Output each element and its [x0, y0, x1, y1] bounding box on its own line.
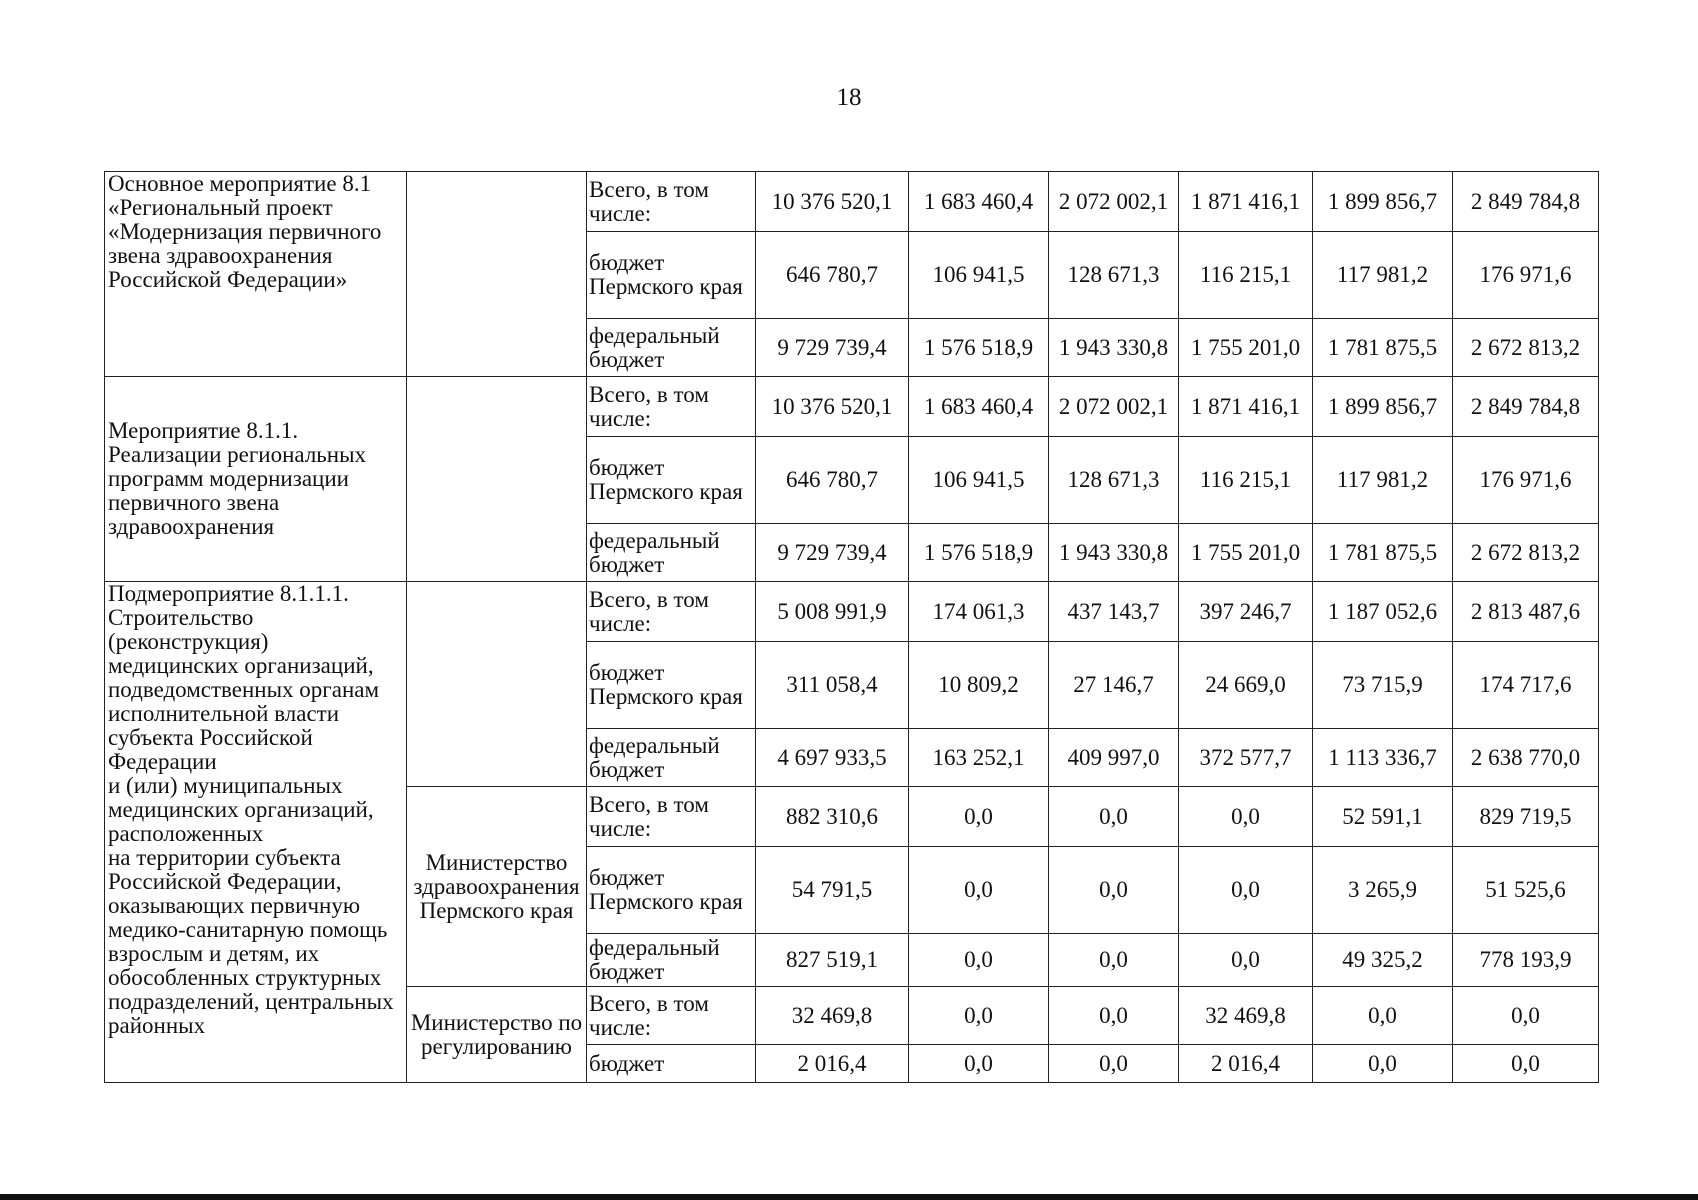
value-year: 0,0 [1179, 847, 1313, 934]
value-year: 778 193,9 [1453, 934, 1599, 987]
value-year: 0,0 [1313, 987, 1453, 1045]
scan-edge [0, 1194, 1698, 1200]
value-year: 1 576 518,9 [909, 524, 1049, 582]
value-year: 2 016,4 [1179, 1045, 1313, 1083]
value-year: 1 943 330,8 [1049, 319, 1179, 377]
activity-name-cell [105, 172, 407, 377]
value-total: 9 729 739,4 [756, 524, 909, 582]
executor-cell [407, 377, 587, 582]
value-year: 52 591,1 [1313, 787, 1453, 847]
value-year: 128 671,3 [1049, 437, 1179, 524]
activity-name-cell [105, 582, 407, 1083]
value-year: 176 971,6 [1453, 437, 1599, 524]
funding-source: бюджет Пермского края [587, 232, 756, 319]
value-year: 51 525,6 [1453, 847, 1599, 934]
value-year: 437 143,7 [1049, 582, 1179, 642]
table-row [105, 377, 1599, 437]
value-year: 0,0 [1179, 787, 1313, 847]
value-year: 1 781 875,5 [1313, 524, 1453, 582]
value-total: 54 791,5 [756, 847, 909, 934]
value-total: 9 729 739,4 [756, 319, 909, 377]
value-total: 827 519,1 [756, 934, 909, 987]
value-year: 0,0 [909, 987, 1049, 1045]
value-total: 646 780,7 [756, 437, 909, 524]
value-total: 5 008 991,9 [756, 582, 909, 642]
value-year: 1 871 416,1 [1179, 377, 1313, 437]
value-year: 174 061,3 [909, 582, 1049, 642]
funding-source: Всего, в том числе: [587, 582, 756, 642]
executor-name: Министерство здравоохранения Пермского края [413, 849, 580, 923]
activity-name: Мероприятие 8.1.1. Реализации региональных программ модернизации первичного звена здравоохранения [108, 418, 367, 539]
value-year: 3 265,9 [1313, 847, 1453, 934]
value-year: 1 187 052,6 [1313, 582, 1453, 642]
funding-source: бюджет [587, 1045, 756, 1083]
value-year: 2 849 784,8 [1453, 377, 1599, 437]
value-year: 2 072 002,1 [1049, 172, 1179, 232]
value-year: 1 943 330,8 [1049, 524, 1179, 582]
table-row [105, 172, 1599, 232]
value-year: 0,0 [1453, 1045, 1599, 1083]
funding-source: бюджет Пермского края [587, 437, 756, 524]
value-year: 73 715,9 [1313, 642, 1453, 729]
value-year: 1 899 856,7 [1313, 172, 1453, 232]
value-total: 2 016,4 [756, 1045, 909, 1083]
executor-cell [407, 987, 587, 1083]
value-year: 176 971,6 [1453, 232, 1599, 319]
executor-name: Министерство по регулированию [410, 1009, 583, 1059]
activity-name: Подмероприятие 8.1.1.1. Строительство (реконструкция) медицинских организаций, подведомственных органам исполнительной власти субъекта Российской Федерации и (или) муниципальных медицинских организаций, расположенных на территории субъекта Российской Федерации, оказывающих первичную медико-санитарную помощь взрослым и детям, их обособленных структурных подразделений, центральных районных [108, 581, 394, 1038]
value-total: 882 310,6 [756, 787, 909, 847]
value-year: 116 215,1 [1179, 232, 1313, 319]
value-year: 2 849 784,8 [1453, 172, 1599, 232]
table-row [105, 582, 1599, 642]
value-total: 10 376 520,1 [756, 377, 909, 437]
value-year: 1 871 416,1 [1179, 172, 1313, 232]
value-year: 24 669,0 [1179, 642, 1313, 729]
value-total: 10 376 520,1 [756, 172, 909, 232]
value-year: 0,0 [909, 787, 1049, 847]
value-year: 2 072 002,1 [1049, 377, 1179, 437]
value-year: 0,0 [909, 1045, 1049, 1083]
funding-source: Всего, в том числе: [587, 987, 756, 1045]
activity-name-cell [105, 377, 407, 582]
value-year: 0,0 [909, 934, 1049, 987]
funding-source: бюджет Пермского края [587, 847, 756, 934]
value-year: 117 981,2 [1313, 232, 1453, 319]
activity-name: Основное мероприятие 8.1 «Региональный проект «Модернизация первичного звена здравоохранения Российской Федерации» [108, 171, 382, 292]
executor-cell [407, 582, 587, 787]
value-year: 128 671,3 [1049, 232, 1179, 319]
executor-cell [407, 172, 587, 377]
funding-source: федеральный бюджет [587, 729, 756, 787]
value-year: 0,0 [1049, 847, 1179, 934]
value-year: 1 113 336,7 [1313, 729, 1453, 787]
value-total: 646 780,7 [756, 232, 909, 319]
value-year: 409 997,0 [1049, 729, 1179, 787]
value-year: 372 577,7 [1179, 729, 1313, 787]
executor-cell [407, 787, 587, 987]
value-year: 0,0 [1453, 987, 1599, 1045]
value-year: 0,0 [1049, 934, 1179, 987]
funding-source: федеральный бюджет [587, 934, 756, 987]
value-year: 1 755 201,0 [1179, 319, 1313, 377]
page-number: 18 [836, 84, 862, 111]
value-year: 0,0 [1049, 1045, 1179, 1083]
value-year: 2 672 813,2 [1453, 319, 1599, 377]
value-year: 32 469,8 [1179, 987, 1313, 1045]
value-year: 0,0 [1179, 934, 1313, 987]
value-year: 2 672 813,2 [1453, 524, 1599, 582]
budget-table [104, 171, 1599, 1083]
value-year: 0,0 [1049, 987, 1179, 1045]
value-year: 2 638 770,0 [1453, 729, 1599, 787]
funding-source: федеральный бюджет [587, 524, 756, 582]
value-year: 2 813 487,6 [1453, 582, 1599, 642]
value-year: 10 809,2 [909, 642, 1049, 729]
value-year: 163 252,1 [909, 729, 1049, 787]
value-year: 0,0 [1313, 1045, 1453, 1083]
value-year: 1 683 460,4 [909, 377, 1049, 437]
funding-source: федеральный бюджет [587, 319, 756, 377]
value-total: 32 469,8 [756, 987, 909, 1045]
value-year: 1 781 875,5 [1313, 319, 1453, 377]
value-year: 0,0 [1049, 787, 1179, 847]
funding-source: Всего, в том числе: [587, 377, 756, 437]
funding-source: Всего, в том числе: [587, 787, 756, 847]
value-year: 1 755 201,0 [1179, 524, 1313, 582]
value-total: 311 058,4 [756, 642, 909, 729]
value-year: 829 719,5 [1453, 787, 1599, 847]
value-year: 174 717,6 [1453, 642, 1599, 729]
value-year: 1 899 856,7 [1313, 377, 1453, 437]
value-year: 116 215,1 [1179, 437, 1313, 524]
funding-source: Всего, в том числе: [587, 172, 756, 232]
value-total: 4 697 933,5 [756, 729, 909, 787]
value-year: 117 981,2 [1313, 437, 1453, 524]
value-year: 27 146,7 [1049, 642, 1179, 729]
value-year: 0,0 [909, 847, 1049, 934]
value-year: 1 683 460,4 [909, 172, 1049, 232]
value-year: 106 941,5 [909, 232, 1049, 319]
value-year: 1 576 518,9 [909, 319, 1049, 377]
funding-source: бюджет Пермского края [587, 642, 756, 729]
value-year: 397 246,7 [1179, 582, 1313, 642]
value-year: 106 941,5 [909, 437, 1049, 524]
value-year: 49 325,2 [1313, 934, 1453, 987]
